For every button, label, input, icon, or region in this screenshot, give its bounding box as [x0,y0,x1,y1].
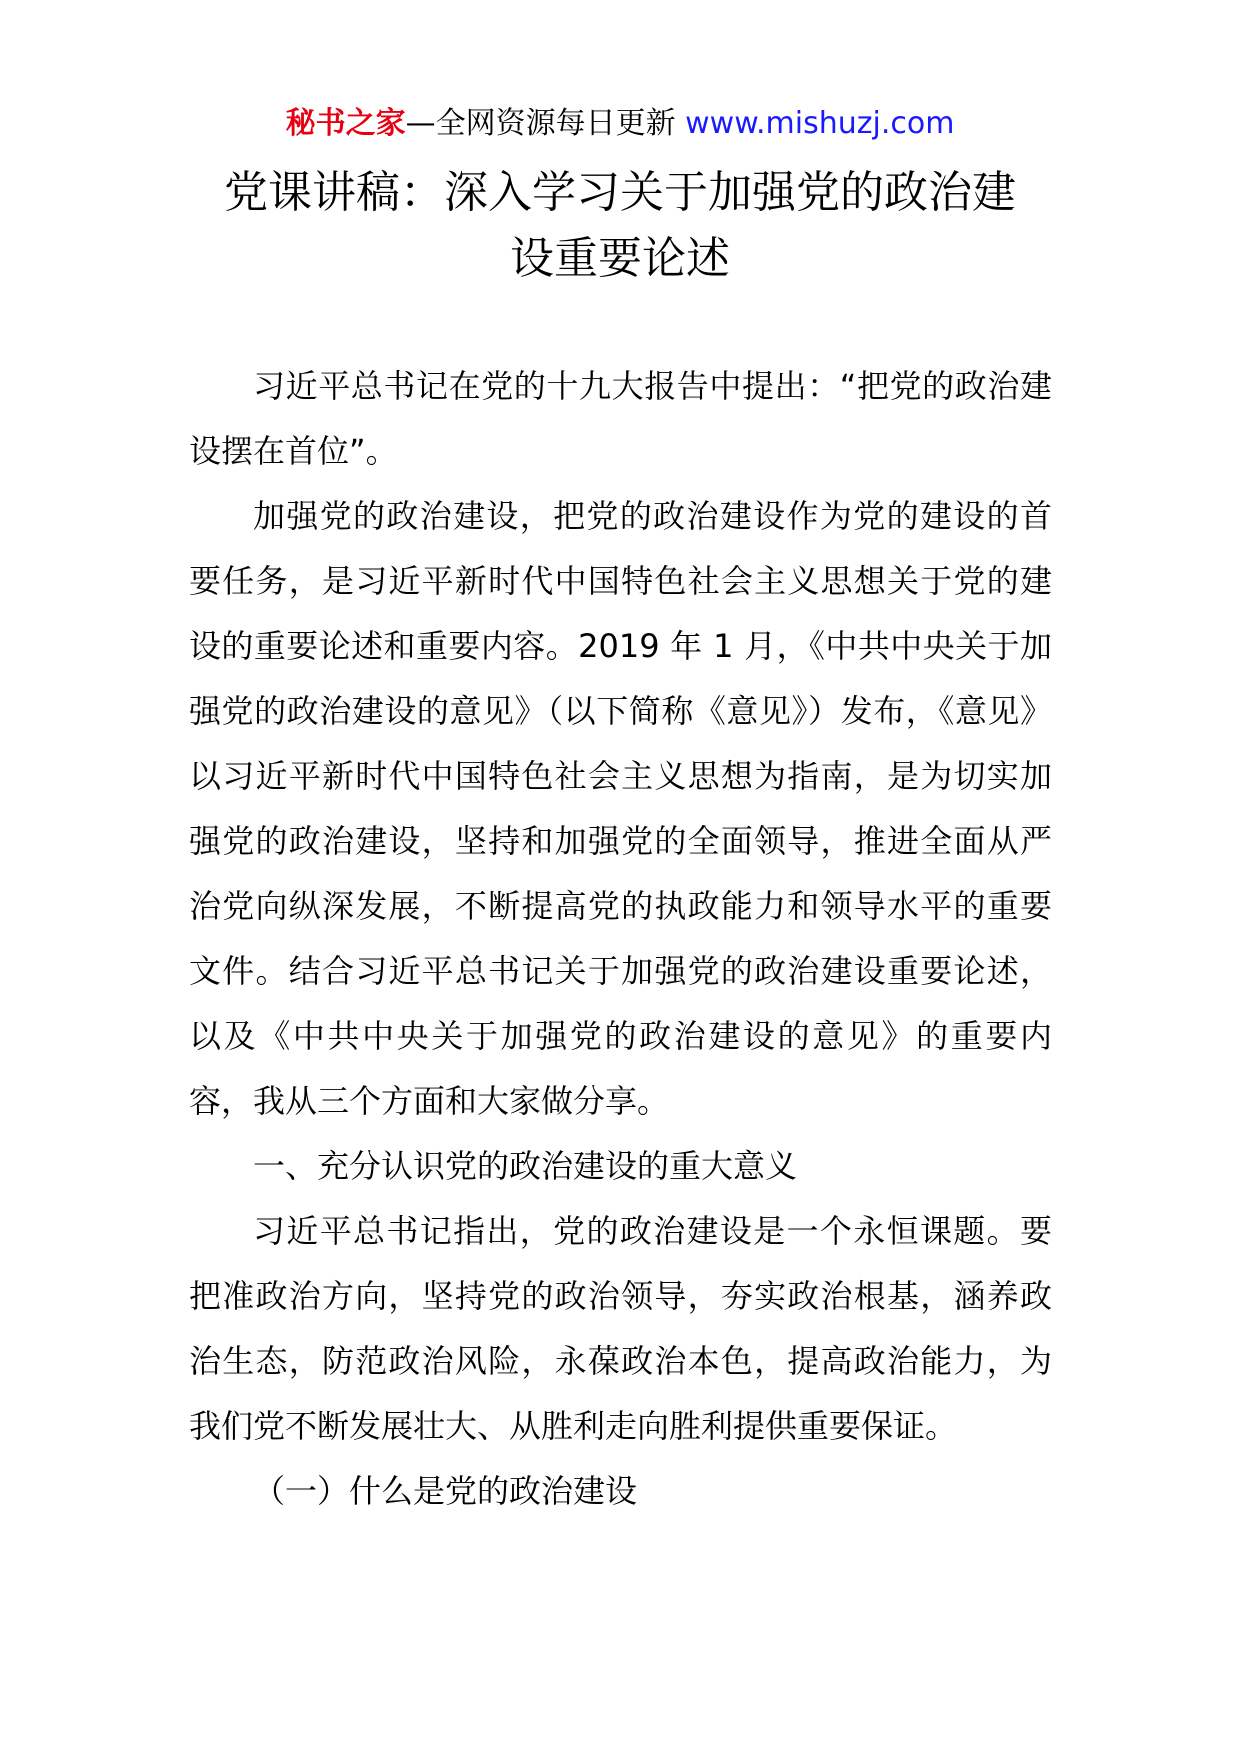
brand-name: 秘书之家 [285,106,406,141]
site-url-link[interactable]: www.mishuzj.com [685,106,955,141]
paragraph-section-1: 习近平总书记指出，党的政治建设是一个永恒课题。要把准政治方向，坚持党的政治领导，夯实政治根基，涵养政治生态，防范政治风险，永葆政治本色，提高政治能力，为我们党不断发展壮大、从胜利走向胜利提供重要保证。 [189,1212,1052,1445]
section-heading-1: 一、充分认识党的政治建设的重大意义 [253,1147,798,1185]
paragraph-background: 加强党的政治建设，把党的政治建设作为党的建设的首要任务，是习近平新时代中国特色社会主义思想关于党的建设的重要论述和重要内容。2019 年 1 月，《中共中央关于加强党的政治建设的意见》（以下简称《意见》）发布，《意见》以习近平新时代中国特色社会主义思想为指南，是为切实加强党的政治建设，坚持和加强党的全面领导，推进全面从严治党向纵深发展，不断提高党的执政能力和领导水平的重要文件。结合习近平总书记关于加强党的政治建设重要论述，以及《中共中央关于加强党的政治建设的意见》的重要内容，我从三个方面和大家做分享。 [189,497,1052,1120]
title-line-2: 设重要论述 [510,233,730,284]
header-tagline: —全网资源每日更新 [405,106,676,141]
subsection-heading-1: （一）什么是党的政治建设 [253,1472,638,1510]
document-title [190,160,1050,292]
paragraph-intro: 习近平总书记在党的十九大报告中提出：“把党的政治建设摆在首位”。 [189,367,1052,470]
document-body [189,354,1052,1524]
site-header [0,102,1240,146]
title-line-1: 党课讲稿：深入学习关于加强党的政治建 [224,167,1016,218]
